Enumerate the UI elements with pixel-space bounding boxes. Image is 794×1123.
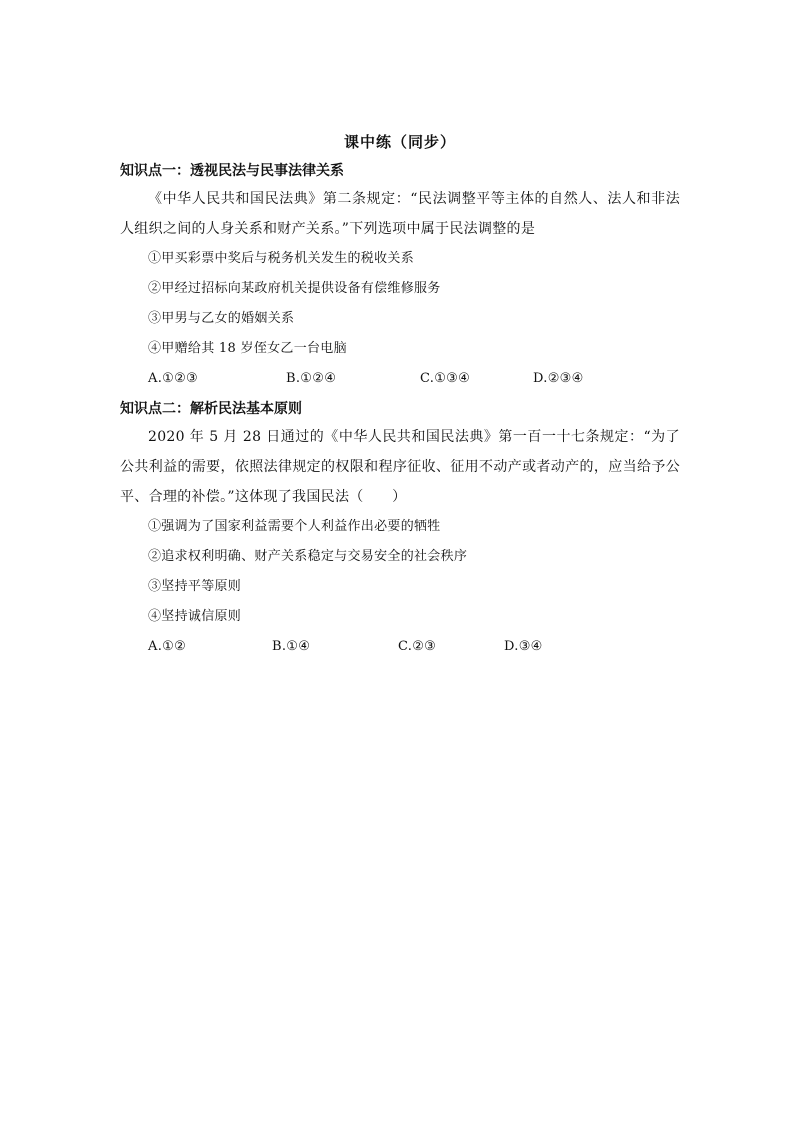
option-a: A.①② — [148, 639, 187, 654]
statement-item: ②甲经过招标向某政府机关提供设备有偿维修服务 — [148, 281, 441, 296]
statement-item: ③坚持平等原则 — [148, 579, 242, 594]
option-b: B.①②④ — [286, 371, 337, 386]
question-stem: 2020 年 5 月 28 日通过的《中华人民共和国民法典》第一百一十七条规定：“为了公共利益的需要，依照法律规定的权限和程序征收、征用不动产或者动产的，应当给予公平、合理的补偿。”这体现了我国民法（ ） — [120, 429, 680, 505]
statement-item: ④甲赠给其 18 岁侄女乙一台电脑 — [148, 341, 347, 356]
section-heading: 知识点一：透视民法与民事法律关系 — [120, 163, 344, 179]
knowledge-point-1 — [120, 160, 680, 394]
option-d: D.②③④ — [533, 371, 584, 386]
statement-item: ④坚持诚信原则 — [148, 609, 242, 624]
answer-options — [120, 364, 680, 394]
option-b: B.①④ — [272, 639, 311, 654]
statement-item: ①强调为了国家利益需要个人利益作出必要的牺牲 — [148, 519, 441, 534]
section-heading: 知识点二：解析民法基本原则 — [120, 401, 302, 417]
option-d: D.③④ — [504, 639, 543, 654]
statement-item: ②追求权利明确、财产关系稳定与交易安全的社会秩序 — [148, 549, 468, 564]
answer-options — [120, 632, 680, 662]
page-title: 课中练（同步） — [343, 133, 456, 151]
statement-item: ③甲男与乙女的婚姻关系 — [148, 311, 295, 326]
option-a: A.①②③ — [148, 371, 198, 386]
question-stem: 《中华人民共和国民法典》第二条规定：“民法调整平等主体的自然人、法人和非法人组织之间的人身关系和财产关系。”下列选项中属于民法调整的是 — [120, 191, 680, 237]
statement-item: ①甲买彩票中奖后与税务机关发生的税收关系 — [148, 251, 415, 266]
option-c: C.②③ — [398, 639, 437, 654]
worksheet-page — [120, 128, 680, 662]
option-c: C.①③④ — [420, 371, 471, 386]
knowledge-point-2 — [120, 398, 680, 662]
